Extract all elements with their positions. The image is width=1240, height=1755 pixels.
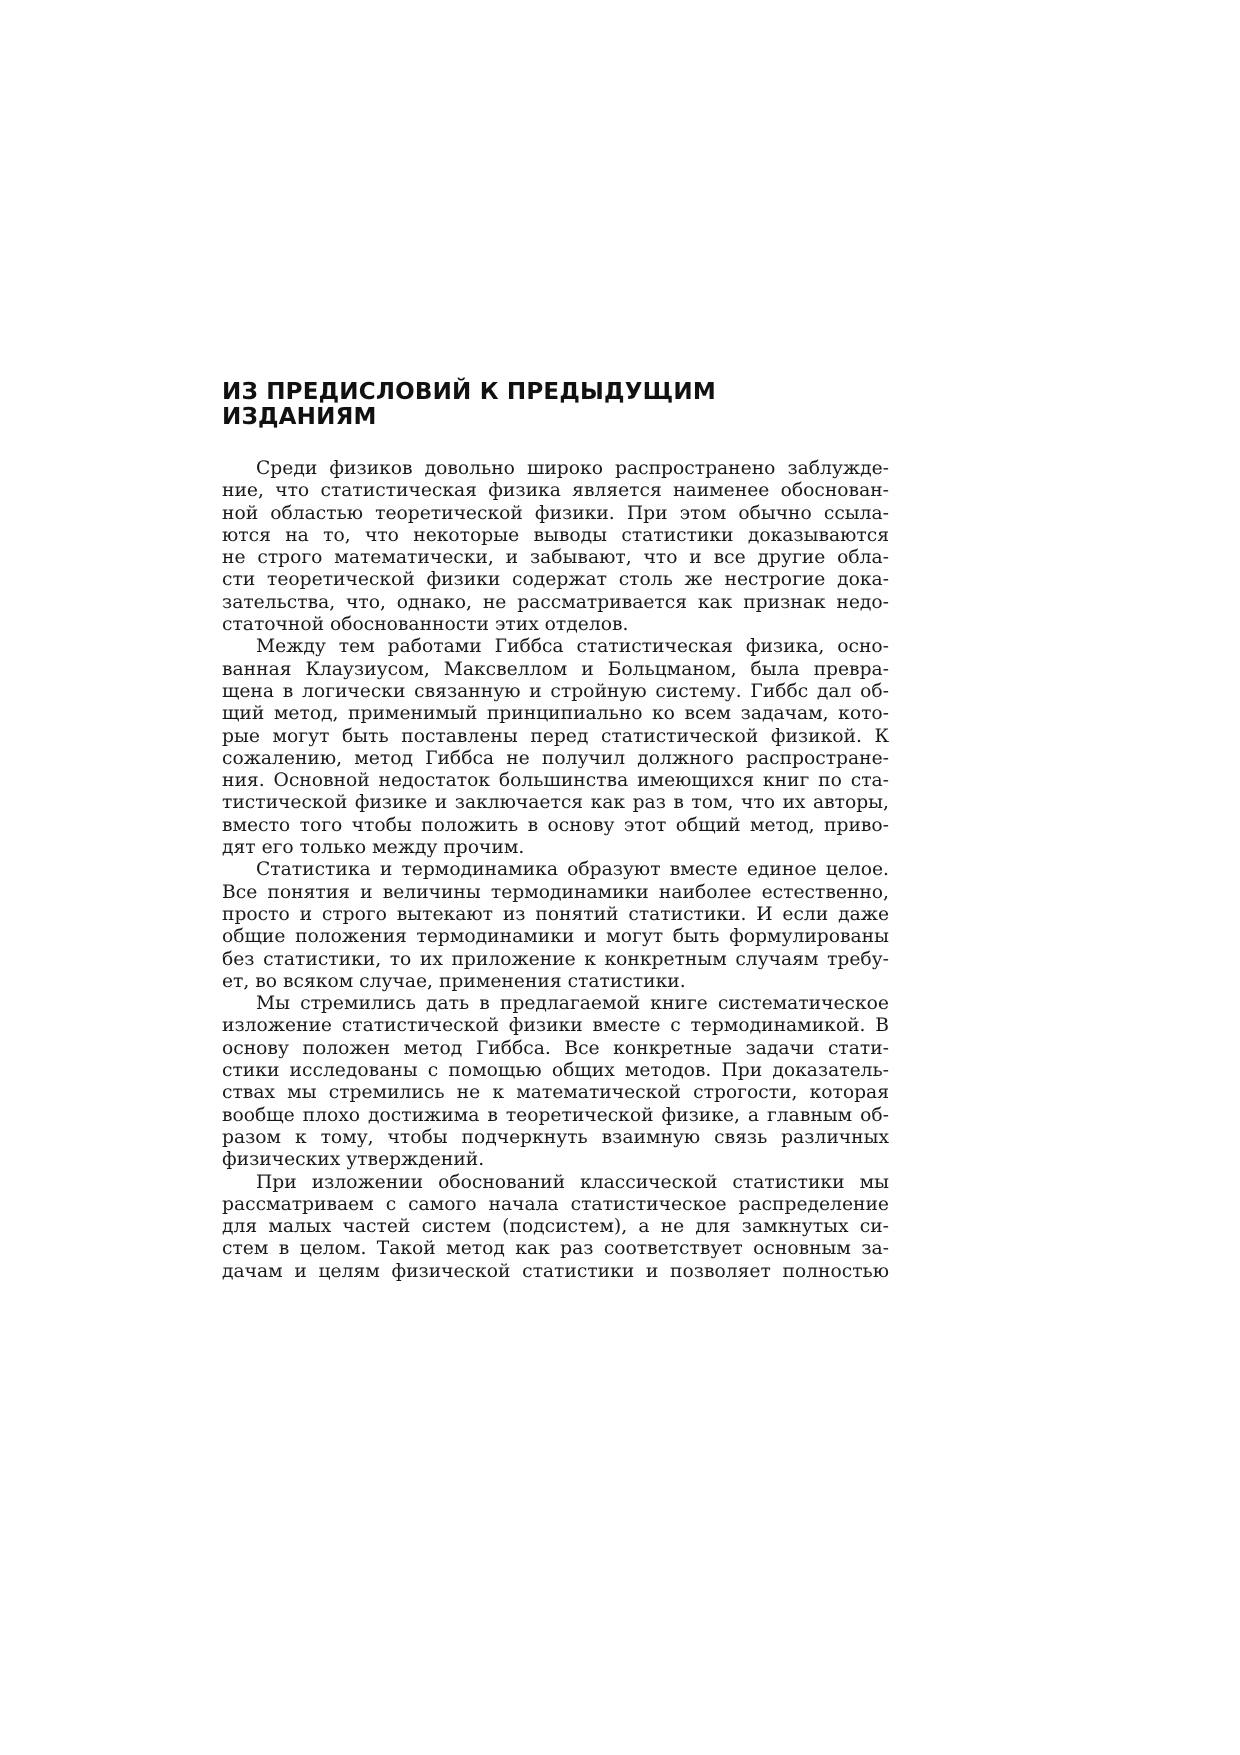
text-line: ние, что статистическая физика является наименее обоснован-	[222, 480, 889, 502]
text-line: рассматриваем с самого начала статистическое распределение	[222, 1193, 889, 1215]
text-line: Статистика и термодинамика образуют вместе единое целое.	[256, 859, 889, 881]
text-line: дачам и целям физической статистики и позволяет полностью	[222, 1260, 889, 1282]
text-line: Среди физиков довольно широко распространено заблужде-	[256, 458, 889, 479]
text-line: физических утверждений.	[222, 1149, 485, 1171]
text-line: основу положен метод Гиббса. Все конкретные задачи стати-	[222, 1037, 889, 1059]
paragraph	[222, 1172, 889, 1283]
paragraph	[222, 993, 889, 1171]
text-line: разом к тому, чтобы подчеркнуть взаимную связь различных	[222, 1126, 889, 1148]
text-line: ванная Клаузиусом, Максвеллом и Больцманом, была превра-	[222, 658, 889, 680]
heading-line: ИЗ ПРЕДИСЛОВИЙ К ПРЕДЫДУЩИМ	[222, 379, 716, 405]
body-text	[222, 458, 889, 1283]
text-line: вообще плохо достижима в теоретической физике, а главным об-	[222, 1104, 889, 1126]
text-line: ной областью теоретической физики. При этом обычно ссыла-	[222, 502, 889, 524]
heading-line: ИЗДАНИЯМ	[222, 404, 377, 430]
text-line: сожалению, метод Гиббса не получил должного распростране-	[222, 747, 889, 769]
text-line: не строго математически, и забывают, что и все другие обла-	[222, 547, 889, 569]
text-line: Все понятия и величины термодинамики наиболее естественно,	[222, 881, 889, 903]
paragraph	[222, 458, 889, 636]
text-line: изложение статистической физики вместе с термодинамикой. В	[222, 1015, 889, 1037]
text-line: статочной обоснованности этих отделов.	[222, 614, 629, 636]
paragraph	[222, 859, 889, 993]
text-line: зательства, что, однако, не рассматривается как признак недо-	[222, 591, 889, 613]
text-line: тистической физике и заключается как раз в том, что их авторы,	[222, 792, 889, 814]
text-line: При изложении обоснований классической статистики мы	[256, 1171, 889, 1193]
text-line: общие положения термодинамики и могут быть формулированы	[222, 926, 889, 948]
text-line: просто и строго вытекают из понятий статистики. И если даже	[222, 903, 889, 925]
text-line: Между тем работами Гиббса статистическая физика, осно-	[256, 636, 889, 658]
text-line: стем в целом. Такой метод как раз соответствует основным за-	[222, 1238, 889, 1260]
text-line: Мы стремились дать в предлагаемой книге систематическое	[256, 993, 889, 1015]
section-heading	[222, 380, 922, 430]
text-line: рые могут быть поставлены перед статистической физикой. К	[222, 725, 889, 747]
text-line: щий метод, применимый принципиально ко всем задачам, кото-	[222, 703, 889, 725]
text-line: без статистики, то их приложение к конкретным случаям требу-	[222, 948, 889, 970]
text-line: щена в логически связанную и стройную систему. Гиббс дал об-	[222, 680, 889, 702]
text-line: ния. Основной недостаток большинства имеющихся книг по ста-	[222, 770, 889, 792]
text-line: для малых частей систем (подсистем), а не для замкнутых си-	[222, 1216, 889, 1238]
text-line: ет, во всяком случае, применения статистики.	[222, 970, 686, 992]
text-line: дят его только между прочим.	[222, 837, 525, 859]
text-line: стики исследованы с помощью общих методов. При доказатель-	[222, 1060, 889, 1082]
paragraph	[222, 636, 889, 859]
text-line: вместо того чтобы положить в основу этот общий метод, приво-	[222, 814, 889, 836]
text-line: ствах мы стремились не к математической строгости, которая	[222, 1082, 889, 1104]
text-line: ются на то, что некоторые выводы статистики доказываются	[222, 524, 889, 546]
text-line: сти теоретической физики содержат столь же нестрогие дока-	[222, 569, 889, 591]
